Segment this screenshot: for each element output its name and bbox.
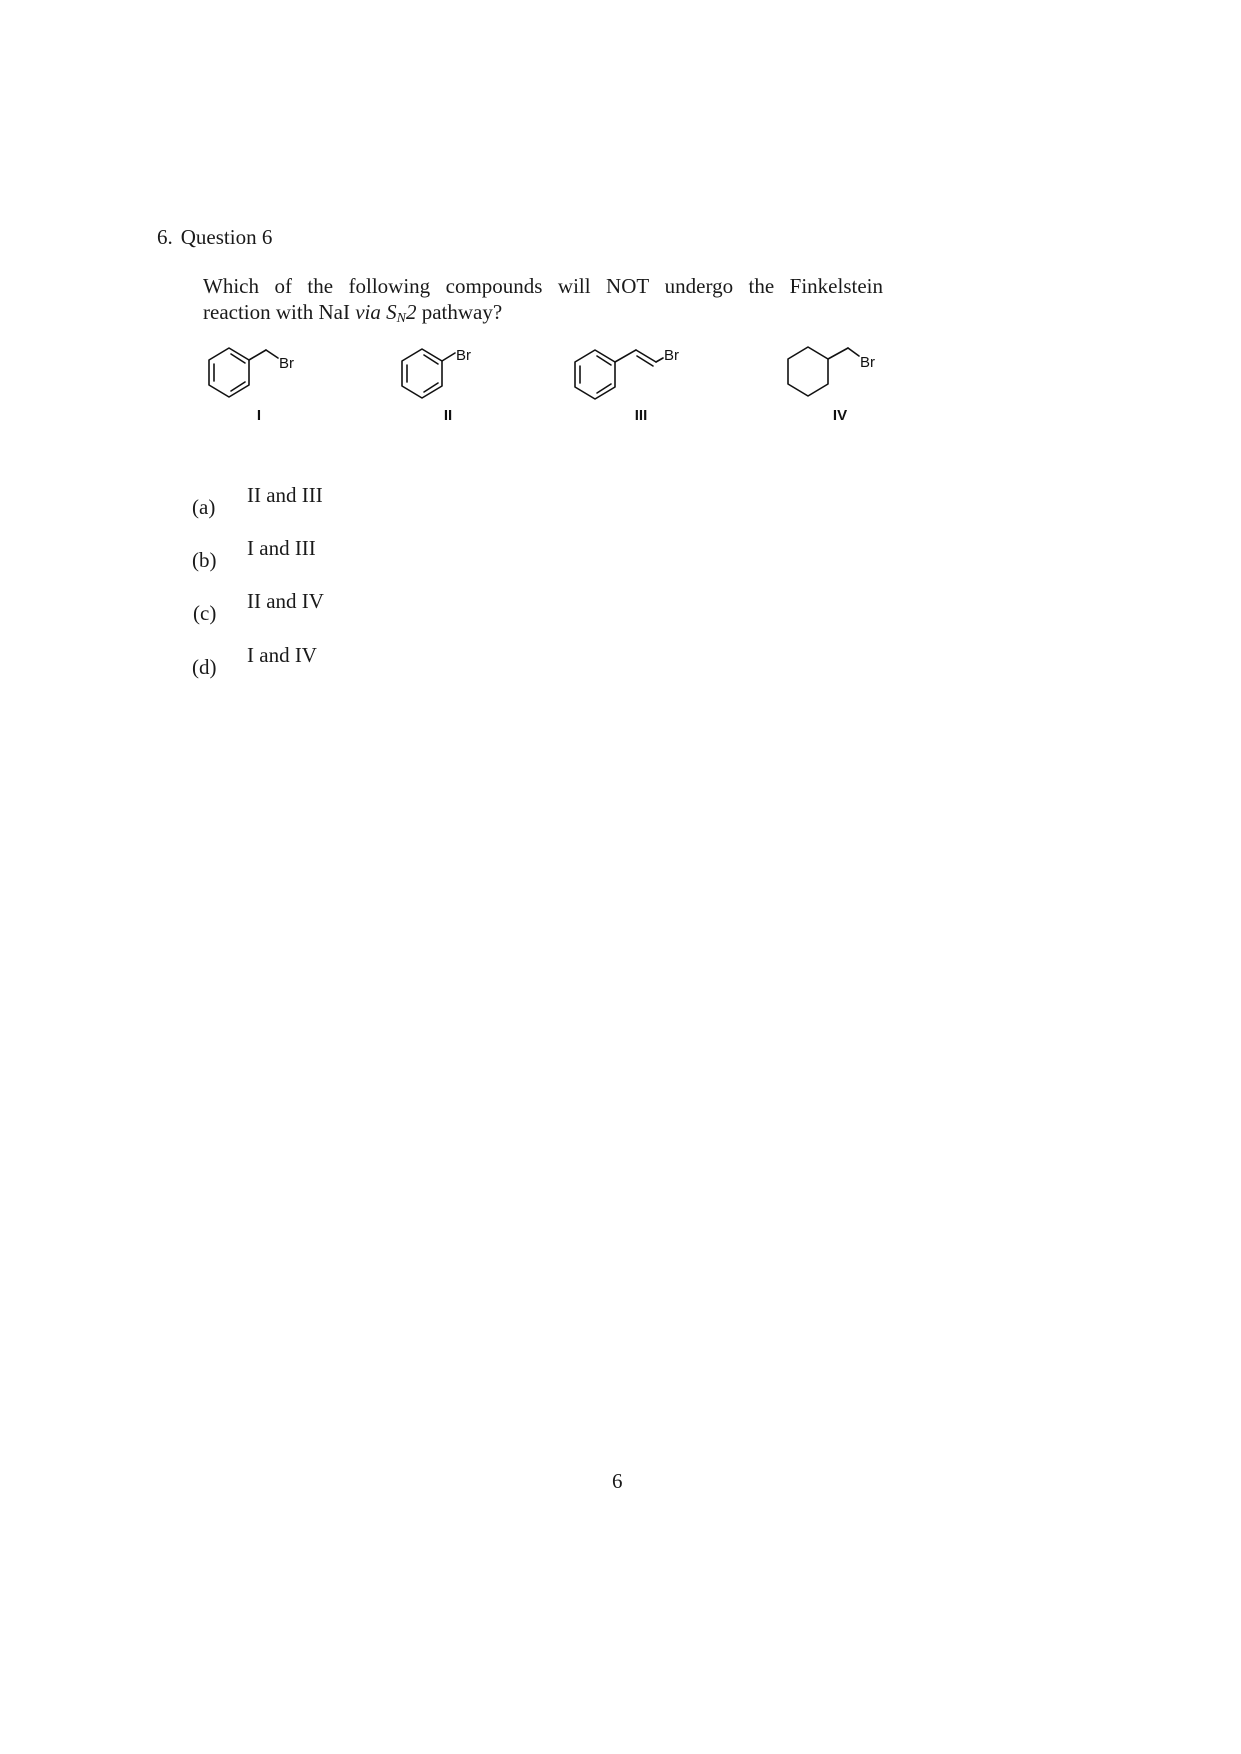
word: of — [274, 274, 292, 298]
compound-III-structure — [575, 350, 663, 399]
compound-IV-br-label: Br — [860, 354, 875, 371]
compound-I-br-label: Br — [279, 355, 294, 372]
compound-structures — [0, 0, 1241, 450]
word: following — [348, 274, 431, 298]
italic-via: via — [355, 300, 381, 324]
option-b-text[interactable]: I and III — [247, 536, 316, 560]
option-a-letter[interactable]: (a) — [192, 495, 216, 519]
text-segment: pathway? — [416, 300, 503, 324]
compound-III-label: III — [634, 407, 648, 424]
word: Finkelstein — [789, 274, 883, 298]
option-c-text[interactable]: II and IV — [247, 589, 324, 613]
word: Which — [203, 274, 259, 298]
option-a-text[interactable]: II and III — [247, 483, 323, 507]
compound-IV-label: IV — [832, 407, 848, 424]
word: the — [748, 274, 775, 298]
option-c-letter[interactable]: (c) — [193, 601, 217, 625]
word: undergo — [664, 274, 734, 298]
page-number: 6 — [612, 1469, 623, 1493]
question-title: Question 6 — [180, 225, 273, 249]
compound-I-label: I — [256, 407, 262, 424]
option-d-text[interactable]: I and IV — [247, 643, 317, 667]
text-segment: reaction with NaI — [203, 300, 356, 324]
question-number: 6. — [157, 225, 173, 249]
compound-III-br-label: Br — [664, 347, 679, 364]
sn2-s: S — [386, 300, 397, 324]
word: the — [307, 274, 334, 298]
option-d-letter[interactable]: (d) — [192, 655, 217, 679]
compound-II-br-label: Br — [456, 347, 471, 364]
word: NOT — [606, 274, 650, 298]
sn2-two: 2 — [405, 300, 417, 324]
compound-IV-structure — [788, 347, 859, 396]
compound-II-label: II — [443, 407, 453, 424]
word: will — [557, 274, 591, 298]
option-b-letter[interactable]: (b) — [192, 548, 217, 572]
word: compounds — [445, 274, 543, 298]
compound-II-structure — [402, 349, 455, 398]
sn2-subscript: N — [396, 311, 406, 326]
compound-I-structure — [209, 348, 278, 397]
